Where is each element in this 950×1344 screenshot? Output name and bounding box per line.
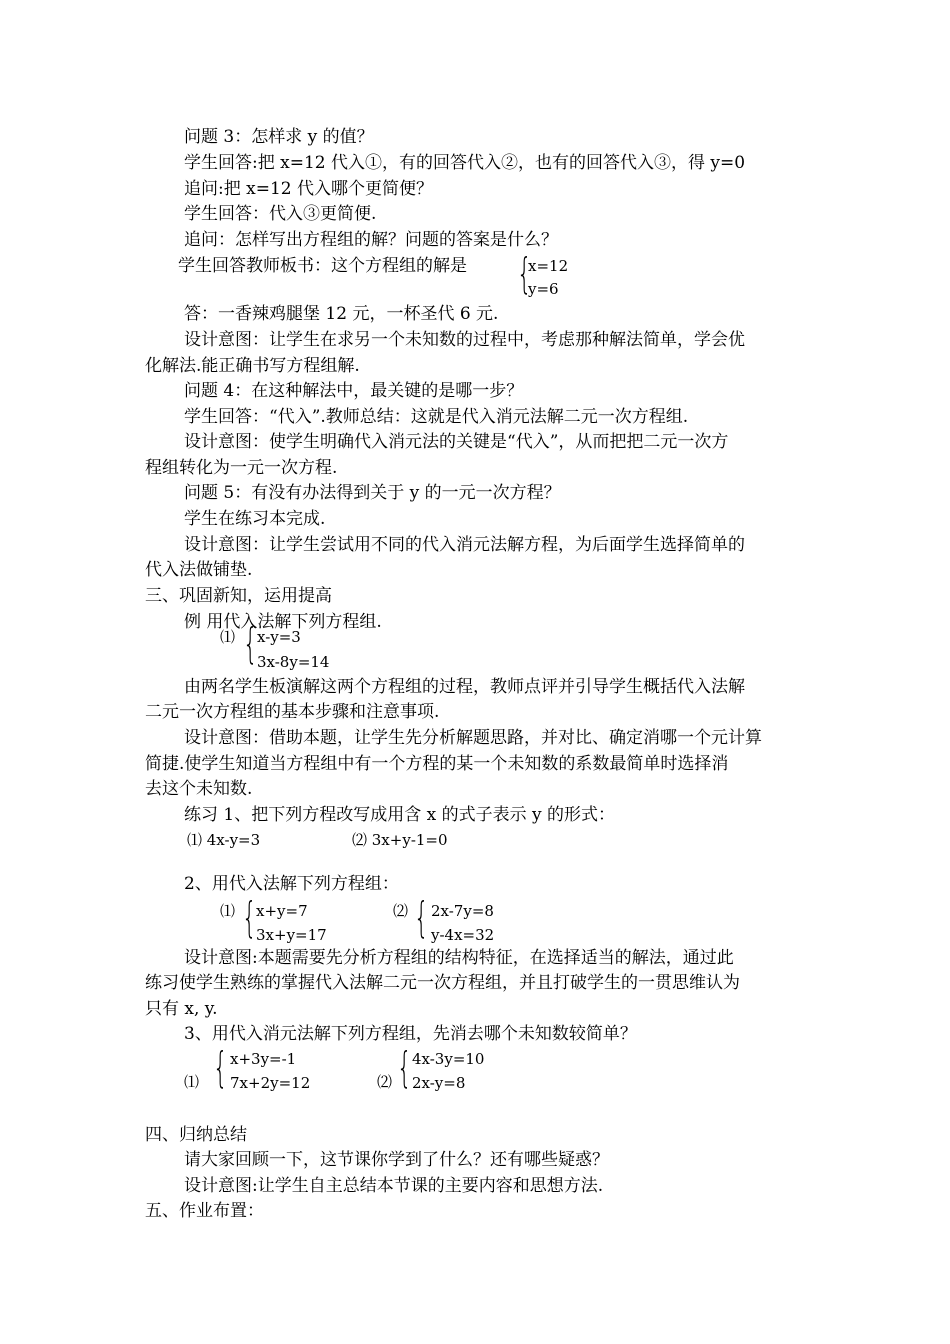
practice-3: 3、用代入消元法解下列方程组，先消去哪个未知数较简单？ (184, 1024, 637, 1044)
practice-2: 2、用代入法解下列方程组： (184, 874, 399, 894)
equation: 2x-7y=8 (431, 902, 494, 920)
design-intent-cont: 代入法做铺垫. (145, 560, 253, 580)
equation: 7x+2y=12 (230, 1074, 311, 1092)
student-answer: 学生回答：代入③更简便. (184, 204, 377, 224)
design-intent-cont: 只有 x, y. (145, 999, 218, 1019)
student-answer: 学生回答:把 x=12 代入①，有的回答代入②，也有的回答代入③，得 y=0 (184, 153, 746, 173)
design-intent-cont: 练习使学生熟练的掌握代入法解二元一次方程组，并且打破学生的一贯思维认为 (145, 973, 740, 993)
system-brace: { (397, 1043, 412, 1092)
equation: y-4x=32 (431, 926, 495, 944)
item-number: ⑵ (377, 1073, 393, 1091)
section-heading: 三、巩固新知，运用提高 (145, 586, 332, 606)
design-intent: 设计意图:本题需要先分析方程组的结构特征，在选择适当的解法，通过此 (184, 948, 734, 968)
equation: x+y=7 (256, 902, 308, 920)
design-intent-cont: 化解法.能正确书写方程组解. (145, 356, 360, 376)
teacher-board-note: 学生回答教师板书：这个方程组的解是 (178, 256, 467, 276)
item-number: ⑴ (220, 902, 236, 920)
follow-up-question: 追问:把 x=12 代入哪个更简便？ (184, 179, 433, 199)
equation: ⑴ 4x-y=3 (187, 831, 261, 849)
item-number: ⑴ (184, 1073, 200, 1091)
design-intent: 设计意图:让学生自主总结本节课的主要内容和思想方法. (184, 1176, 604, 1196)
system-brace: { (213, 1043, 228, 1092)
section-heading: 五、作业布置： (145, 1201, 264, 1221)
question-3: 问题 3：怎样求 y 的值？ (184, 127, 374, 147)
equation: ⑵ 3x+y-1=0 (352, 831, 448, 849)
design-intent: 设计意图：使学生明确代入消元法的关键是“代入”，从而把把二元一次方 (184, 432, 729, 452)
answer-line: 答：一香辣鸡腿堡 12 元，一杯圣代 6 元. (184, 304, 499, 324)
item-number: ⑴ (220, 628, 236, 646)
item-number: ⑵ (393, 902, 409, 920)
equation: 3x-8y=14 (257, 653, 330, 671)
solution-y: y=6 (528, 280, 559, 298)
question-4: 问题 4：在这种解法中，最关键的是哪一步？ (184, 381, 524, 401)
equation: 3x+y=17 (256, 926, 327, 944)
paragraph-cont: 二元一次方程组的基本步骤和注意事项. (145, 702, 440, 722)
paragraph: 由两名学生板演解这两个方程组的过程，教师点评并引导学生概括代入法解 (184, 677, 745, 697)
question-5: 问题 5：有没有办法得到关于 y 的一元一次方程？ (184, 483, 561, 503)
equation: x+3y=-1 (230, 1050, 297, 1068)
equation: x-y=3 (257, 628, 301, 646)
review-prompt: 请大家回顾一下，这节课你学到了什么？还有哪些疑惑？ (184, 1150, 609, 1170)
follow-up-question: 追问：怎样写出方程组的解？问题的答案是什么？ (184, 230, 558, 250)
practice-1: 练习 1、把下列方程改写成用含 x 的式子表示 y 的形式： (184, 805, 616, 825)
design-intent-cont: 去这个未知数. (145, 779, 253, 799)
design-intent: 设计意图：让学生在求另一个未知数的过程中，考虑那种解法简单，学会优 (184, 330, 745, 350)
system-brace: { (243, 619, 258, 668)
design-intent: 设计意图：借助本题，让学生先分析解题思路，并对比、确定消哪一个元计算 (184, 728, 762, 748)
system-brace: { (414, 893, 429, 942)
design-intent: 设计意图：让学生尝试用不同的代入消元法解方程，为后面学生选择简单的 (184, 535, 745, 555)
design-intent-cont: 程组转化为一元一次方程. (145, 458, 338, 478)
section-heading: 四、归纳总结 (145, 1125, 247, 1145)
student-practice: 学生在练习本完成. (184, 509, 326, 529)
example-prompt: 例 用代入法解下列方程组. (184, 612, 382, 632)
system-brace: { (517, 249, 532, 298)
system-brace: { (242, 893, 257, 942)
student-answer: 学生回答：“代入”.教师总结：这就是代入消元法解二元一次方程组. (184, 407, 689, 427)
equation: 4x-3y=10 (412, 1050, 485, 1068)
equation: 2x-y=8 (412, 1074, 466, 1092)
solution-x: x=12 (528, 257, 569, 275)
design-intent-cont: 简捷.使学生知道当方程组中有一个方程的某一个未知数的系数最简单时选择消 (145, 754, 729, 774)
